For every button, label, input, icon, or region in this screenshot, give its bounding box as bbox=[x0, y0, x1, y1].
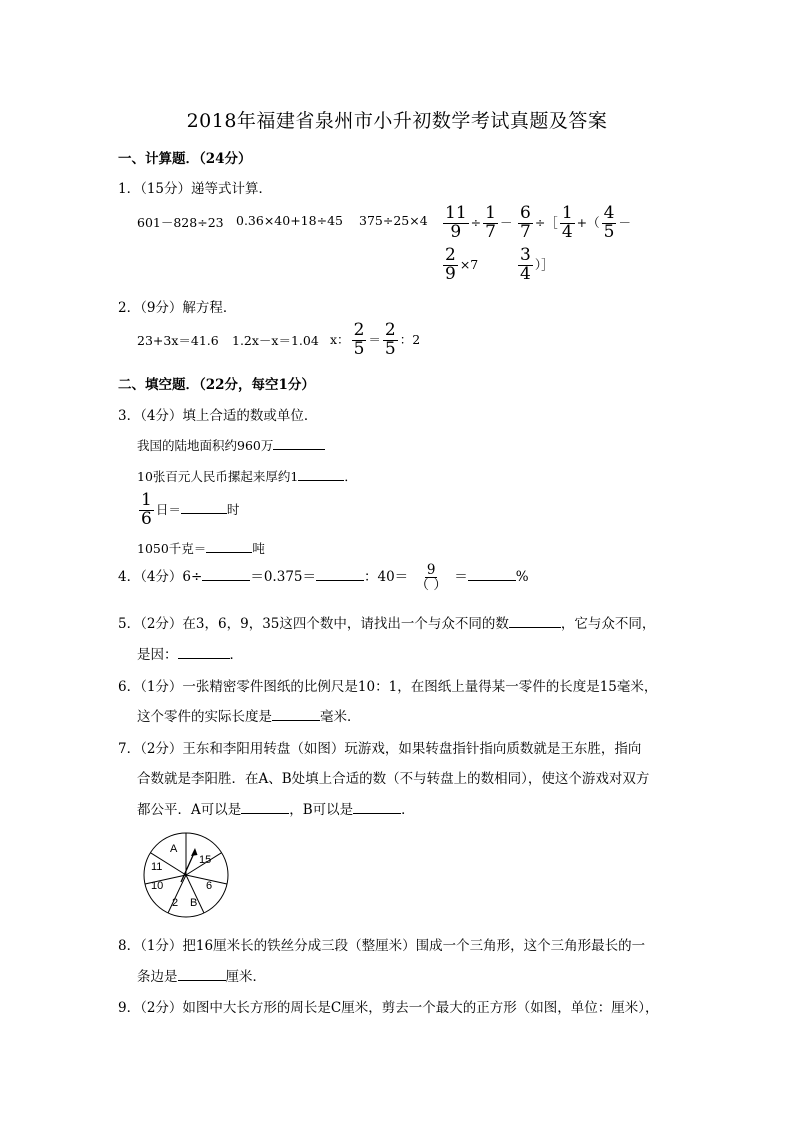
q3-line-1: 我国的陆地面积约960万 bbox=[137, 436, 325, 454]
q3-line-4: 1050千克＝ 吨 bbox=[137, 541, 265, 556]
fraction: $\frac{1}{6}$ bbox=[141, 490, 152, 529]
question-8-line-1: 8．（1分）把16厘米长的铁丝分成三段（整厘米）围成一个三角形，这个三角形最长的一 bbox=[118, 938, 646, 954]
answer-blank[interactable] bbox=[316, 580, 364, 581]
fraction: $\frac{2}{5}$ bbox=[384, 320, 396, 359]
q2-equation-3: x： $\frac{2}{5}$ ＝ $\frac{2}{5}$ ：2 bbox=[330, 320, 421, 359]
spinner-figure bbox=[138, 832, 234, 918]
fraction: $\frac{11}{9}$ bbox=[445, 203, 467, 242]
answer-blank[interactable] bbox=[202, 580, 250, 581]
q1-expression-1: 601－828÷23 bbox=[137, 215, 224, 230]
q3-line-3: $\frac{1}{6}$ 日＝ 时 bbox=[141, 490, 240, 529]
spinner-label: 2 bbox=[172, 897, 179, 909]
question-5-line-1: 5．（2分）在3，6，9，35这四个数中，请找出一个与众不同的数 ，它与众不同， bbox=[118, 616, 656, 632]
spinner-wheel bbox=[144, 833, 228, 917]
spinner-label: 11 bbox=[151, 861, 163, 873]
spinner-label: B bbox=[190, 897, 198, 909]
section-heading-2: 二、填空题．（22分，每空1分） bbox=[118, 377, 315, 393]
question-6-line-2: 这个零件的实际长度是 毫米． bbox=[137, 709, 361, 725]
spinner-label: 6 bbox=[206, 880, 213, 892]
q1-expression-4-line2: $\frac{2}{9}$ ×7 bbox=[445, 245, 479, 284]
answer-blank[interactable] bbox=[206, 552, 252, 553]
fraction: $\frac{3}{4}$ bbox=[520, 245, 531, 284]
answer-blank[interactable] bbox=[241, 813, 289, 814]
page-title: 2018年福建省泉州市小升初数学考试真题及答案 bbox=[186, 110, 608, 132]
answer-blank[interactable] bbox=[178, 658, 230, 659]
spinner-label: 15 bbox=[199, 854, 212, 866]
q3-line-2: 10张百元人民币摞起来厚约1 ． bbox=[137, 469, 357, 484]
q1-expression-5-line1: $\frac{6}{7}$ ÷［ $\frac{1}{4}$ +（ $\frac{4}{5}$ － bbox=[520, 203, 631, 242]
answer-blank[interactable] bbox=[181, 513, 227, 514]
q2-equation-2: 1.2x－x＝1.04 bbox=[232, 333, 319, 348]
question-5-line-2: 是因： ． bbox=[137, 647, 243, 663]
question-7-line-3: 都公平．A可以是 ，B可以是 ． bbox=[137, 802, 415, 818]
spinner-label: 10 bbox=[151, 880, 164, 892]
section-heading-1: 一、计算题．（24分） bbox=[118, 151, 252, 167]
question-3-heading: 3．（4分）填上合适的数或单位． bbox=[118, 408, 318, 424]
answer-blank[interactable] bbox=[353, 813, 401, 814]
answer-blank[interactable] bbox=[509, 627, 561, 628]
question-7-line-1: 7．（2分）王东和李阳用转盘（如图）玩游戏，如果转盘指针指向质数就是王东胜，指向 bbox=[118, 741, 642, 757]
question-9-line-1: 9．（2分）如图中大长方形的周长是C厘米，剪去一个最大的正方形（如图，单位：厘米）， bbox=[118, 1000, 659, 1016]
fraction: $\frac{6}{7}$ bbox=[520, 203, 531, 242]
question-7-line-2: 合数就是李阳胜．在A、B处填上合适的数（不与转盘上的数相同），使这个游戏对双方 bbox=[137, 771, 650, 787]
question-6-line-1: 6．（1分）一张精密零件图纸的比例尺是10：1，在图纸上量得某一零件的长度是15毫米， bbox=[118, 679, 658, 695]
question-2-heading: 2．（9分）解方程． bbox=[118, 300, 237, 316]
fraction: $\frac{2}{9}$ bbox=[445, 245, 456, 284]
spinner-label: A bbox=[170, 843, 178, 855]
answer-blank[interactable] bbox=[273, 449, 325, 450]
q1-expression-4-line1: $\frac{11}{9}$ ÷ $\frac{1}{7}$ － bbox=[445, 203, 513, 242]
q2-equation-1: 23+3x＝41.6 bbox=[137, 333, 219, 348]
fraction: $\frac{2}{5}$ bbox=[353, 320, 365, 359]
fraction: $\frac{9}{( )}$ bbox=[415, 562, 447, 594]
fraction: $\frac{1}{7}$ bbox=[485, 203, 496, 242]
question-4: 4．（4分）6÷ ＝0.375＝ ：40＝ $\frac{9}{( )}$ ＝ % bbox=[118, 562, 529, 594]
answer-blank[interactable] bbox=[298, 480, 344, 481]
question-1-heading: 1．（15分）递等式计算． bbox=[118, 181, 273, 197]
answer-blank[interactable] bbox=[468, 580, 516, 581]
fraction: $\frac{1}{4}$ bbox=[561, 203, 573, 242]
q1-expression-5-line2: $\frac{3}{4}$ ）］ bbox=[520, 245, 554, 284]
q1-expression-3: 375÷25×4 bbox=[359, 213, 428, 228]
answer-blank[interactable] bbox=[178, 980, 226, 981]
fraction: $\frac{4}{5}$ bbox=[603, 203, 615, 242]
answer-blank[interactable] bbox=[272, 720, 320, 721]
q1-expression-2: 0.36×40+18÷45 bbox=[236, 213, 343, 228]
question-8-line-2: 条边是 厘米． bbox=[137, 969, 266, 985]
